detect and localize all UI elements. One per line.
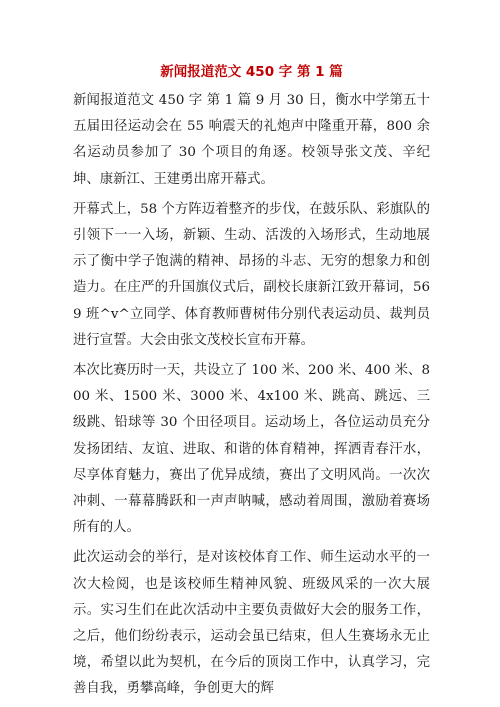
paragraph-4: 此次运动会的举行，是对该校体育工作、师生运动水平的一次大检阅，也是该校师生精神风貌、班级风采的一次大展示。实习生们在此次活动中主要负责做好大会的服务工作，之后，他们纷纷表示，运动会虽已结束，但人生赛场永无止境，希望以此为契机，在今后的顶岗工作中，认真学习，完善自我，勇攀高峰，争创更大的辉 [73,550,430,697]
paragraph-1: 新闻报道范文 450 字 第 1 篇 9 月 30 日，衡水中学第五十五届田径运动会在 55 响震天的礼炮声中隆重开幕，800 余名运动员参加了 30 个项目的角逐。校领导张文茂、辛纪坤、康新江、王建勇出席开幕式。 [73,93,430,187]
paragraph-3: 本次比赛历时一天，共设立了 100 米、200 米、400 米、800 米、1500 米、3000 米、4x100 米、跳高、跳远、三级跳、铅球等 30 个田径项目。运动场上，各位运动员充分发扬团结、友谊、进取、和谐的体育精神，挥洒青春汗水，尽享体育魅力，赛出了优异成绩，赛出了文明风尚。一次次冲刺、一幕幕腾跃和一声声呐喊，感动着周围，激励着赛场所有的人。 [73,363,430,536]
document-title: 新闻报道范文 450 字 第 1 篇 [160,64,343,80]
paragraph-2: 开幕式上，58 个方阵迈着整齐的步伐，在鼓乐队、彩旗队的引领下一一入场，新颖、生动、活泼的入场形式，生动地展示了衡中学子饱满的精神、昂扬的斗志、无穷的想象力和创造力。在庄严的升国旗仪式后，副校长康新江致开幕词，569 班^v^立同学、体育教师曹树伟分别代表运动员、裁判员进行宣誓。大会由张文茂校长宣布开幕。 [73,201,430,348]
